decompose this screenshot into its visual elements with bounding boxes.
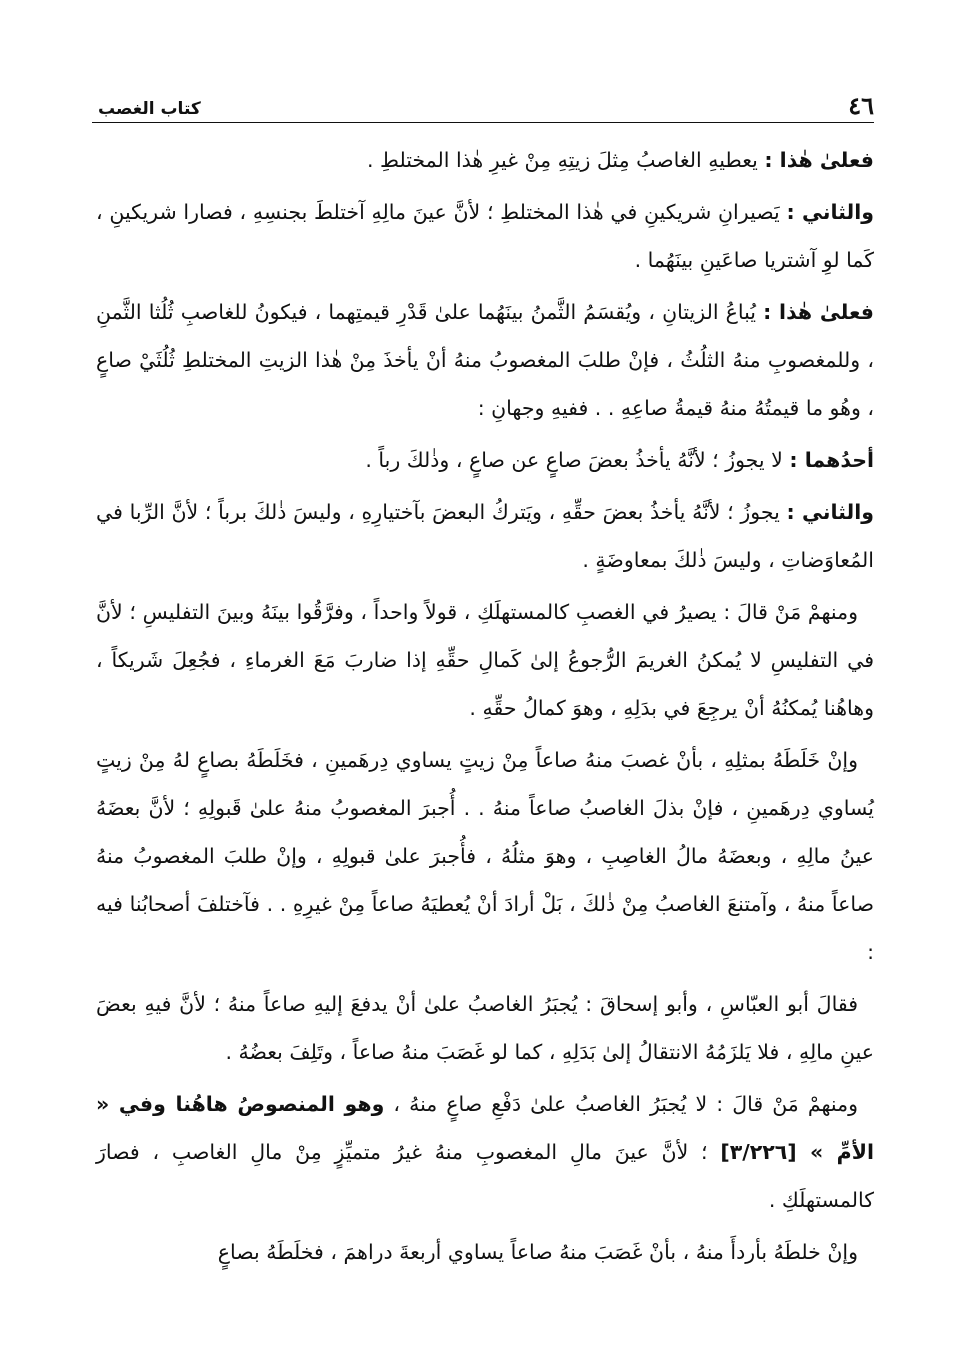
- paragraph-text: لا يجوزُ ؛ لأنَّهُ يأخذُ بعضَ صاعٍ عن صاعٍ ، وذٰلكَ رباً .: [365, 448, 790, 472]
- paragraph: [96, 588, 874, 732]
- body-text: [96, 136, 874, 1280]
- paragraph: [96, 288, 874, 432]
- page-header: [92, 78, 874, 123]
- running-title: كتاب الغصب: [98, 99, 201, 119]
- paragraph-lead: أحدُهما :: [789, 448, 874, 472]
- paragraph: [96, 436, 874, 484]
- paragraph-text: يعطيهِ الغاصبُ مِثلَ زيتِهِ مِنْ غيرِ هٰذا المختلطِ .: [366, 148, 765, 172]
- paragraph-text: يجوزُ ؛ لأنَّهُ يأخذُ بعضَ حقِّهِ ، ويَتركُ البعضَ بآختيارِهِ ، وليسَ ذٰلكَ برباً ؛ لأنَّ الرِّبا في المُعاوَضاتِ ، وليسَ ذٰلكَ بمعاوضَةٍ .: [96, 500, 874, 572]
- paragraph-lead: فعلىٰ هٰذا :: [764, 148, 874, 172]
- paragraph-text: ومنهمْ مَنْ قالَ : يصيرُ في الغصبِ كالمستهلَكِ ، قولاً واحداً ، وفرَّقُوا بينَهُ وبينَ التفليسِ ؛ لأنَّ في التفليسِ لا يُمكنُ الغريمَ الرُّجوعُ إلىٰ كَمالِ حقِّهِ إذا ضاربَ مَعَ الغرماءِ ، فجُعِلَ شَريكاً ، وهاهُنا يُمكنُهُ أنْ يرجِعَ في بدَلِهِ ، وهوَ كمالُ حقِّهِ .: [96, 600, 874, 720]
- paragraph: [96, 980, 874, 1076]
- paragraph-text: يُباعُ الزيتانِ ، ويُقسَمُ الثَّمنُ بينَهُما علىٰ قَدْرِ قيمتِهما ، فيكونُ للغاصبِ ثُلُثا الثَّمنِ ، وللمغصوبِ منهُ الثلُثُ ، فإنْ طلبَ المغصوبُ منهُ أنْ يأخذَ مِنْ هٰذا الزيتِ المختلطِ ثُلُثَيْ صاعٍ ، وهُو ما قيمتُهُ منهُ قيمةُ صاعِهِ . . ففيهِ وجهانِ :: [96, 300, 874, 420]
- paragraph: [96, 1080, 874, 1224]
- paragraph: [96, 488, 874, 584]
- paragraph-lead: والثاني :: [786, 200, 874, 224]
- page-number: ٤٦: [848, 91, 874, 120]
- paragraph-tail: ؛ لأنَّ عينَ مالِ المغصوبِ منهُ غيرُ متميِّزٍ مِنْ مالِ الغاصبِ ، فصارَ كالمستهلَكِ .: [96, 1140, 874, 1212]
- paragraph: [96, 736, 874, 976]
- paragraph-lead: فعلىٰ هٰذا :: [763, 300, 874, 324]
- paragraph: [96, 1228, 874, 1276]
- paragraph-text: يَصيرانِ شريكينِ في هٰذا المختلطِ ؛ لأنَّ عينَ مالِهِ آختلطَ بجنسِهِ ، فصارا شريكينِ ، كَما لوِ آشتريا صاعَينِ بينَهُما .: [96, 200, 874, 272]
- paragraph-text: وإنْ خَلَطَهُ بمثلِهِ ، بأنْ غصبَ منهُ صاعاً مِنْ زيتٍ يساوي دِرهَمينِ ، فخَلَطَهُ بصاعٍ لهُ مِنْ زيتٍ يُساوي دِرهَمينِ ، فإنْ بذلَ الغاصبُ صاعاً منهُ . . أُجبرَ المغصوبُ منهُ علىٰ قَبولِهِ ؛ لأنَّ بعضَهُ عينُ مالِهِ ، وبعضَهُ مالُ الغاصِبِ ، وهوَ مثلُهُ ، فأُجبرَ علىٰ قبولِهِ ، وإنْ طلبَ المغصوبُ منهُ صاعاً منهُ ، وآمتنعَ الغاصبُ مِنْ ذٰلكَ ، بَلْ أرادَ أنْ يُعطيَهُ صاعاً مِنْ غيرِهِ . . فآختلفَ أصحابُنا فيه :: [96, 748, 874, 964]
- paragraph: [96, 188, 874, 284]
- paragraph: [96, 136, 874, 184]
- paragraph-lead: والثاني :: [786, 500, 874, 524]
- paragraph-bold-tail: وهو المنصوصُ هاهُنا وفي « الأمِّ » [٣/٢٢٦]: [96, 1092, 874, 1164]
- paragraph-text: فقالَ أبو العبّاسِ ، وأبو إسحاقَ : يُجبَرُ الغاصبُ علىٰ أنْ يدفعَ إليهِ صاعاً منهُ ؛ لأنَّ فيهِ بعضَ عينِ مالِهِ ، فلا يَلزَمُهُ الانتقالُ إلىٰ بَدَلِهِ ، كما لو غَصَبَ منهُ صاعاً ، وتَلِفَ بعضُهُ .: [96, 992, 874, 1064]
- paragraph-text: ومنهمْ مَنْ قالَ : لا يُجبَرُ الغاصبُ علىٰ دَفْعِ صاعٍ منهُ ،: [384, 1092, 858, 1116]
- paragraph-text: وإنْ خلطَهُ بأردأَ منهُ ، بأنْ غَصَبَ منهُ صاعاً يساوي أربعةَ دراهمَ ، فخلَطَهُ بصاعٍ: [217, 1240, 858, 1264]
